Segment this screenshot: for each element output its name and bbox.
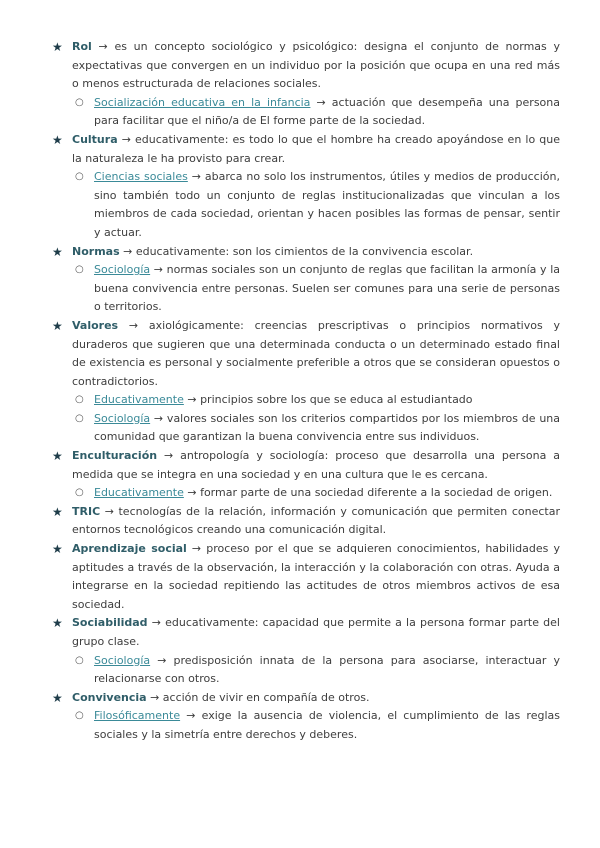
glossary-subitem <box>50 707 560 744</box>
glossary-subitem <box>50 94 560 131</box>
glossary-term: Aprendizaje social <box>72 542 187 556</box>
glossary-definition: → educativamente: son los cimientos de la convivencia escolar. <box>119 244 474 258</box>
subitem-definition: → normas sociales son un conjunto de reglas que facilitan la armonía y la buena convivencia entre personas. Suelen ser comunes para una serie de personas o territorios. <box>94 263 560 314</box>
glossary-term: Sociabilidad <box>72 616 148 630</box>
glossary-definition: → proceso por el que se adquieren conocimientos, habilidades y aptitudes a través de la observación, la interacción y la colaboración con otras. Ayuda a integrarse en la sociedad repitiendo las actitudes de otros miembros activos de esa sociedad. <box>72 542 560 611</box>
subitem-definition: → valores sociales son los criterios compartidos por los miembros de una comunidad que garantizan la buena convivencia entre sus individuos. <box>94 411 560 444</box>
subitem-link[interactable]: Sociología <box>94 411 151 425</box>
glossary-definition: → tecnologías de la relación, información y comunicación que permiten conectar entornos tecnológicos creando una comunicación digital. <box>72 504 560 537</box>
subitem-link[interactable]: Educativamente <box>94 393 184 407</box>
subitem-link[interactable]: Socialización educativa en la infancia <box>94 95 311 109</box>
star-bullet-icon: ★ <box>52 542 63 557</box>
glossary-item <box>50 503 560 540</box>
glossary-item <box>50 689 560 708</box>
subitem-definition: → exige la ausencia de violencia, el cumplimiento de las reglas sociales y la simetría entre derechos y deberes. <box>94 709 560 741</box>
glossary-item <box>50 317 560 391</box>
subitem-definition: → actuación que desempeña una persona para facilitar que el niño/a de El forme parte de la sociedad. <box>94 95 560 128</box>
star-bullet-icon: ★ <box>52 40 63 54</box>
glossary-subitem <box>50 652 560 689</box>
glossary-definition: → axiológicamente: creencias prescriptivas o principios normativos y duraderos que sugieren que una determinada conducta o un determinado estado final de existencia es personal y socialmente preferible a otros que se consideran opuestos o contradictorios. <box>72 318 560 388</box>
subitem-definition: → formar parte de una sociedad diferente a la sociedad de origen. <box>183 486 553 500</box>
subitem-definition: → abarca no solo los instrumentos, útiles y medios de producción, sino también todo un conjunto de reglas institucionalizadas que vinculan a los miembros de cada sociedad, orientan y hacen posibles las formas de pensar, sentir y actuar. <box>94 170 560 239</box>
glossary-list <box>50 38 560 745</box>
glossary-definition: → es un concepto sociológico y psicológico: designa el conjunto de normas y expectativas que convergen en un individuo por la posición que ocupa en una red más o menos estructurada de relaciones sociales. <box>72 40 560 91</box>
glossary-subitem <box>50 391 560 410</box>
glossary-term: Cultura <box>72 132 118 146</box>
glossary-item <box>50 243 560 262</box>
star-bullet-icon: ★ <box>52 244 63 259</box>
circle-bullet-icon: ○ <box>75 264 84 276</box>
subitem-definition: → predisposición innata de la persona para asociarse, interactuar y relacionarse con otros. <box>94 653 560 686</box>
circle-bullet-icon: ○ <box>75 654 84 666</box>
star-bullet-icon: ★ <box>52 318 63 333</box>
glossary-subitem <box>50 410 560 447</box>
glossary-definition: → educativamente: es todo lo que el hombre ha creado apoyándose en lo que la naturaleza le ha provisto para crear. <box>72 132 560 165</box>
circle-bullet-icon: ○ <box>75 710 84 722</box>
circle-bullet-icon: ○ <box>75 96 84 108</box>
glossary-term: Enculturación <box>72 449 158 463</box>
star-bullet-icon: ★ <box>52 504 63 519</box>
circle-bullet-icon: ○ <box>75 394 84 406</box>
glossary-item <box>50 447 560 484</box>
subitem-link[interactable]: Sociología <box>94 263 151 277</box>
star-bullet-icon: ★ <box>52 616 63 631</box>
subitem-link[interactable]: Sociología <box>94 653 151 667</box>
glossary-subitem <box>50 168 560 242</box>
star-bullet-icon: ★ <box>52 132 63 147</box>
glossary-term: TRIC <box>72 504 101 518</box>
circle-bullet-icon: ○ <box>75 412 84 424</box>
circle-bullet-icon: ○ <box>75 487 84 499</box>
subitem-link[interactable]: Ciencias sociales <box>94 170 188 184</box>
glossary-item <box>50 540 560 614</box>
glossary-definition: → educativamente: capacidad que permite a la persona formar parte del grupo clase. <box>72 616 560 648</box>
glossary-item <box>50 131 560 168</box>
glossary-item <box>50 614 560 651</box>
glossary-term: Convivencia <box>72 690 147 704</box>
glossary-definition: → antropología y sociología: proceso que desarrolla una persona a medida que se integra en una sociedad y en una cultura que le es cercana. <box>72 449 560 481</box>
glossary-item <box>50 38 560 94</box>
star-bullet-icon: ★ <box>52 449 63 464</box>
glossary-subitem <box>50 484 560 503</box>
subitem-link[interactable]: Educativamente <box>94 486 184 500</box>
glossary-term: Valores <box>72 318 119 332</box>
glossary-term: Normas <box>72 244 120 258</box>
circle-bullet-icon: ○ <box>75 171 84 183</box>
star-bullet-icon: ★ <box>52 690 63 705</box>
glossary-definition: → acción de vivir en compañía de otros. <box>146 690 370 704</box>
glossary-subitem <box>50 261 560 317</box>
subitem-definition: → principios sobre los que se educa al estudiantado <box>183 393 473 407</box>
glossary-term: Rol <box>72 40 92 53</box>
subitem-link[interactable]: Filosóficamente <box>94 709 181 723</box>
